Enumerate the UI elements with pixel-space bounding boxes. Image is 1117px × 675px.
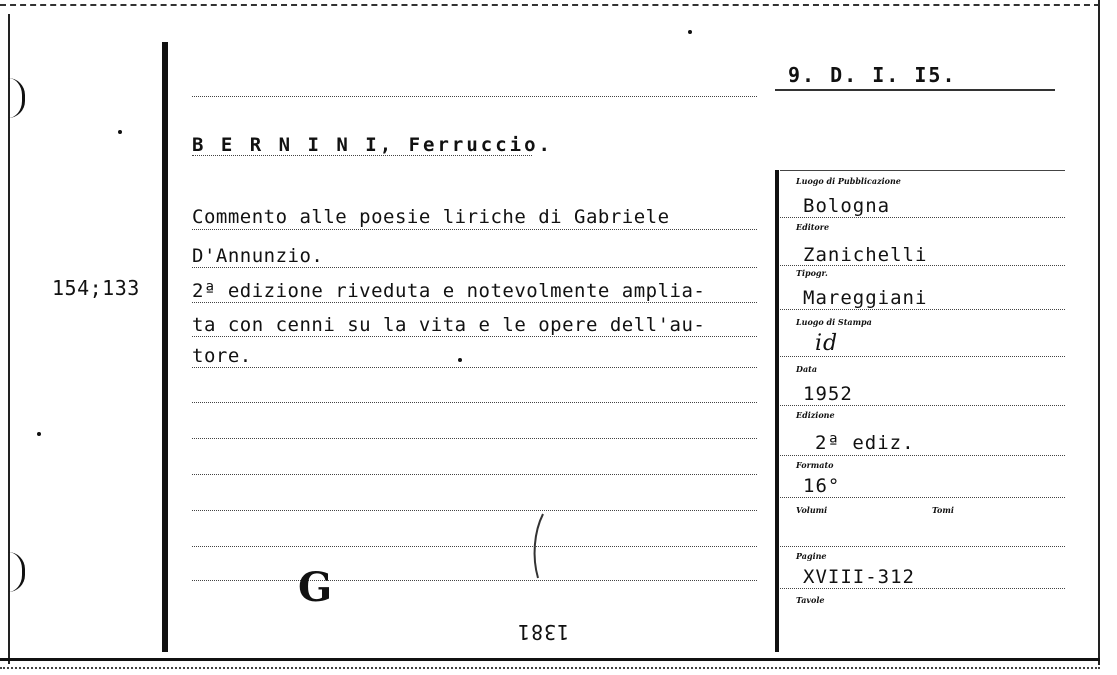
meta-line	[780, 455, 1065, 456]
vertical-margin-rule	[162, 42, 168, 652]
meta-line	[780, 356, 1065, 357]
meta-line	[780, 217, 1065, 218]
title-line-2: D'Annunzio.	[192, 245, 324, 267]
meta-line	[780, 588, 1065, 589]
format-value: 16°	[803, 475, 841, 497]
speck	[118, 130, 122, 134]
binder-hole-bottom	[8, 552, 25, 592]
logo-letter: G	[298, 564, 333, 607]
place-value: Bologna	[803, 195, 891, 217]
edition-label: Edizione	[796, 410, 835, 420]
place-label: Luogo di Pubblicazione	[796, 176, 901, 186]
ruled-line	[192, 474, 757, 475]
card-bottom-edge	[0, 658, 1100, 661]
inverted-stamp-number: 1381	[517, 620, 570, 644]
ruled-line	[192, 546, 757, 547]
pencil-mark	[528, 512, 548, 582]
shelfmark-underline	[775, 89, 1055, 91]
pages-value: XVIII-312	[803, 566, 915, 588]
title-line-4: ta con cenni su la vita e le opere dell'au-	[192, 314, 706, 336]
metadata-column-rule	[775, 170, 779, 652]
pages-label: Pagine	[796, 551, 827, 561]
ruled-line	[192, 302, 757, 303]
side-number: 154;133	[52, 276, 140, 300]
meta-line	[780, 265, 1065, 266]
print-place-label: Luogo di Stampa	[796, 317, 872, 327]
card-top-edge	[0, 4, 1100, 6]
ruled-line	[192, 402, 757, 403]
ruled-line	[192, 229, 757, 230]
author-underline	[192, 155, 532, 156]
meta-top-rule	[780, 170, 1065, 171]
ruled-line	[192, 336, 757, 337]
ruled-line	[192, 438, 757, 439]
publisher-label: Editore	[796, 222, 830, 232]
shelfmark: 9. D. I. I5.	[788, 63, 957, 87]
printer-value: Mareggiani	[803, 287, 928, 309]
card-right-edge	[1098, 0, 1100, 665]
date-label: Data	[796, 364, 817, 374]
card-bottom-dotted-edge	[0, 667, 1100, 669]
format-label: Formato	[796, 460, 834, 470]
meta-line	[780, 405, 1065, 406]
speck	[37, 432, 41, 436]
ruled-line	[192, 267, 757, 268]
meta-line	[780, 309, 1065, 310]
tomes-label: Tomi	[932, 505, 954, 515]
meta-line	[780, 546, 1065, 547]
ruled-line	[192, 96, 757, 97]
ruled-line	[192, 580, 757, 581]
binder-hole-top	[8, 78, 25, 118]
printer-label: Tipogr.	[796, 268, 828, 278]
author-heading: B E R N I N I, Ferruccio.	[192, 134, 553, 156]
speck	[458, 358, 462, 362]
title-line-5: tore.	[192, 345, 252, 367]
ruled-line	[192, 510, 757, 511]
date-value: 1952	[803, 383, 853, 405]
publisher-value: Zanichelli	[803, 244, 928, 266]
ruled-line	[192, 367, 757, 368]
plates-label: Tavole	[796, 595, 825, 605]
print-place-value: id	[815, 331, 839, 356]
title-line-3: 2ª edizione riveduta e notevolmente amplia-	[192, 280, 706, 302]
volumes-label: Volumi	[796, 505, 828, 515]
title-line-1: Commento alle poesie liriche di Gabriele	[192, 206, 670, 228]
speck	[688, 30, 692, 34]
edition-value: 2ª ediz.	[815, 432, 915, 454]
library-logo-stamp	[296, 563, 336, 607]
meta-line	[780, 497, 1065, 498]
